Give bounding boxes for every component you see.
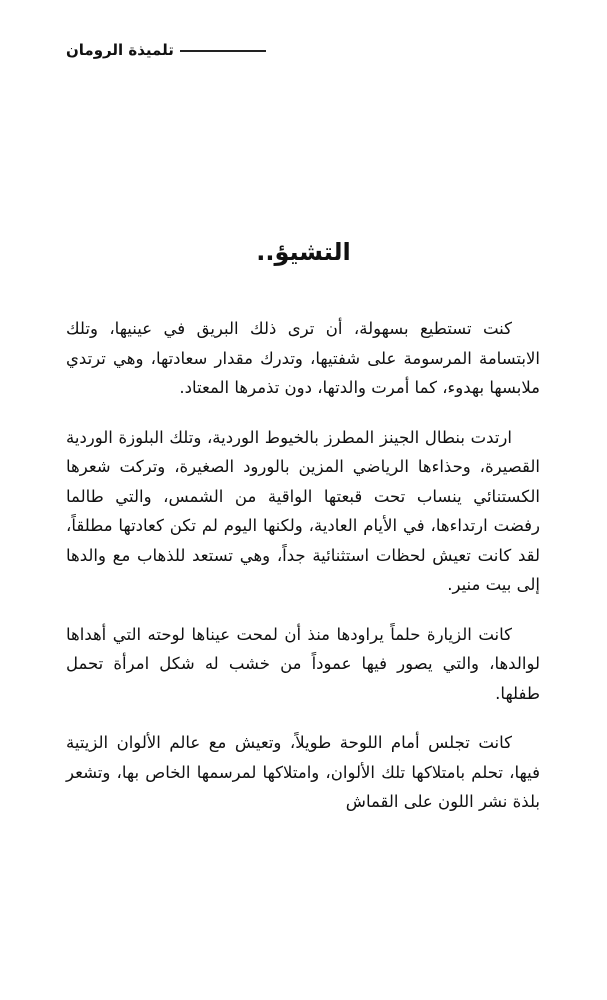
chapter-title: التشيؤ.. [256, 238, 351, 266]
paragraph-4: كانت تجلس أمام اللوحة طويلاً، وتعيش مع عالم الألوان الزيتية فيها، تحلم بامتلاكها تلك الألوان، وامتلاكها لمرسمها الخاص بها، وتشعر بلذة نشر اللون على القماش [66, 733, 540, 811]
running-header-title: تلميذة الرومان [66, 41, 174, 59]
paragraph-1: كنت تستطيع بسهولة، أن ترى ذلك البريق في عينيها، وتلك الابتسامة المرسومة على شفتيها، وتدرك مقدار سعادتها، وهي ترتدي ملابسها بهدوء، كما أمرت والدتها، دون تذمرها المعتاد. [66, 319, 540, 397]
body-text [66, 314, 540, 837]
paragraph-2: ارتدت بنطال الجينز المطرز بالخيوط الوردية، وتلك البلوزة الوردية القصيرة، وحذاءها الرياضي المزين بالورود الصغيرة، وتركت شعرها الكستنائي ينساب تحت قبعتها الواقية من الشمس، والتي طالما رفضت ارتداءها، في الأيام العادية، ولكنها اليوم لم تكن كعادتها مطلقاً، لقد كانت تعيش لحظات استثنائية جداً، وهي تستعد للذهاب مع والدها إلى بيت منير. [66, 427, 540, 594]
running-header [66, 38, 266, 62]
header-rule [180, 50, 266, 52]
paragraph-3: كانت الزيارة حلماً يراودها منذ أن لمحت عيناها لوحته التي أهداها لوالدها، والتي يصور فيها عموداً من خشب له شكل امرأة تحمل طفلها. [66, 624, 540, 703]
